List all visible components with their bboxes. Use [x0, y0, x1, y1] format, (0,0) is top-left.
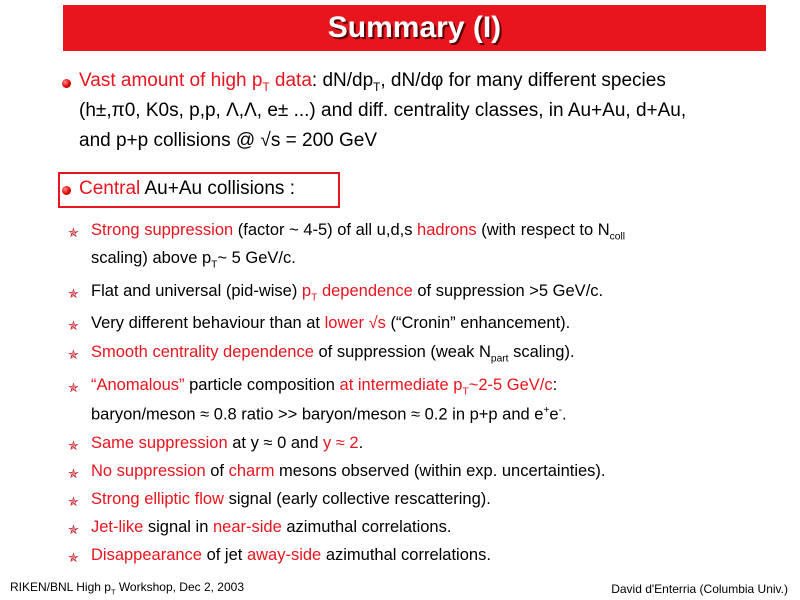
item-text: e [549, 405, 559, 424]
item-5-line-1 [91, 376, 557, 397]
item-red: Jet-like [91, 518, 144, 536]
item-2 [91, 282, 603, 303]
item-sub: T [311, 292, 318, 304]
star-bullet-icon: ✯ [68, 494, 79, 509]
item-red: Same suppression [91, 434, 228, 452]
intro-line-2: (h±,π0, K0s, p,p, Λ,Λ, e± ...) and diff. centrality classes, in Au+Au, d+Au, [79, 100, 687, 121]
footer-text: Workshop, Dec 2, 2003 [115, 579, 244, 594]
item-text: scaling). [508, 343, 575, 361]
item-sub: T [211, 259, 218, 271]
item-sup: - [558, 405, 562, 416]
title-bar [63, 5, 766, 51]
item-red: ~2-5 GeV/c [468, 376, 553, 394]
item-sub: part [490, 353, 509, 365]
item-5-line-2 [91, 405, 567, 425]
item-red: hadrons [417, 221, 477, 239]
footer-left [10, 580, 244, 596]
item-red: near-side [212, 518, 282, 536]
item-red: Strong suppression [91, 221, 234, 239]
footer-right: David d'Enterria (Columbia Univ.) [611, 582, 788, 596]
item-text: signal in [143, 518, 213, 536]
item-text: of jet [202, 546, 247, 564]
item-red: No suppression [91, 462, 206, 480]
item-red: y ≈ 2 [322, 434, 359, 452]
star-bullet-icon: ✯ [68, 347, 79, 362]
star-bullet-icon: ✯ [68, 286, 79, 301]
star-bullet-icon: ✯ [68, 466, 79, 481]
item-red: charm [228, 462, 275, 480]
intro-line-3: and p+p collisions @ √s = 200 GeV [79, 130, 377, 151]
item-4 [91, 343, 575, 364]
item-text: signal (early collective rescattering). [223, 490, 491, 508]
star-bullet-icon: ✯ [68, 318, 79, 333]
item-text: azimuthal correlations. [281, 518, 452, 536]
item-1-line-1 [91, 221, 625, 242]
item-text: (factor ~ 4-5) of all u,d,s [233, 221, 418, 239]
item-text: mesons observed (within exp. uncertainties). [274, 462, 606, 480]
item-text: baryon/meson ≈ 0.8 ratio >> baryon/meson ≈ 0.2 in p+p and e [91, 405, 544, 424]
item-1-line-2 [91, 249, 296, 270]
intro-tail: , dN/dφ for many different species [380, 70, 666, 91]
item-sup: + [543, 405, 550, 416]
item-3 [91, 314, 570, 333]
item-text: scaling) above p [91, 249, 212, 267]
item-6 [91, 434, 363, 453]
item-text: . [562, 405, 567, 424]
footer-text: RIKEN/BNL High p [10, 579, 111, 594]
item-red: Smooth centrality dependence [91, 343, 314, 361]
item-red: “Anomalous” [91, 376, 185, 394]
item-red: away-side [246, 546, 322, 564]
item-text: Flat and universal (pid-wise) [91, 282, 302, 300]
star-bullet-icon: ✯ [68, 380, 79, 395]
bullet-icon [62, 186, 71, 195]
item-text: (with respect to N [476, 221, 610, 239]
item-text: : [552, 376, 558, 394]
item-text: of suppression >5 GeV/c. [412, 282, 604, 300]
item-9 [91, 518, 451, 537]
item-red: at intermediate p [339, 376, 463, 394]
central-rest: Au+Au collisions : [140, 178, 295, 199]
star-bullet-icon: ✯ [68, 225, 79, 240]
item-sub: T [462, 386, 469, 398]
intro-red-text-2: data [269, 70, 312, 91]
star-bullet-icon: ✯ [68, 438, 79, 453]
item-text: ~ 5 GeV/c. [217, 249, 296, 267]
star-bullet-icon: ✯ [68, 550, 79, 565]
item-text: of [205, 462, 229, 480]
item-7 [91, 462, 606, 481]
item-red: lower √s [324, 314, 386, 332]
item-red: dependence [317, 282, 413, 300]
item-text: at y ≈ 0 and [227, 434, 323, 452]
intro-red-sub: T [262, 80, 270, 94]
intro-sub: T [373, 80, 381, 94]
item-text: (“Cronin” enhancement). [385, 314, 571, 332]
item-text: particle composition [184, 376, 340, 394]
star-bullet-icon: ✯ [68, 522, 79, 537]
item-text: azimuthal correlations. [321, 546, 491, 564]
central-heading [79, 178, 295, 200]
footer-sub: T [110, 587, 116, 596]
item-text: of suppression (weak N [313, 343, 491, 361]
intro-text: : dN/dp [311, 70, 374, 91]
intro-red-text: Vast amount of high p [79, 70, 263, 91]
intro-line-1 [79, 70, 666, 94]
item-10 [91, 546, 491, 565]
item-8 [91, 490, 491, 509]
central-red: Central [79, 178, 141, 199]
item-sub: coll [609, 231, 625, 243]
item-text: Very different behaviour than at [91, 314, 325, 332]
item-red: Strong elliptic flow [91, 490, 224, 508]
item-red: Disappearance [91, 546, 202, 564]
bullet-icon [62, 79, 71, 88]
item-red: p [301, 282, 312, 300]
item-text: . [358, 434, 364, 452]
slide-title: Summary (I) [327, 11, 502, 44]
